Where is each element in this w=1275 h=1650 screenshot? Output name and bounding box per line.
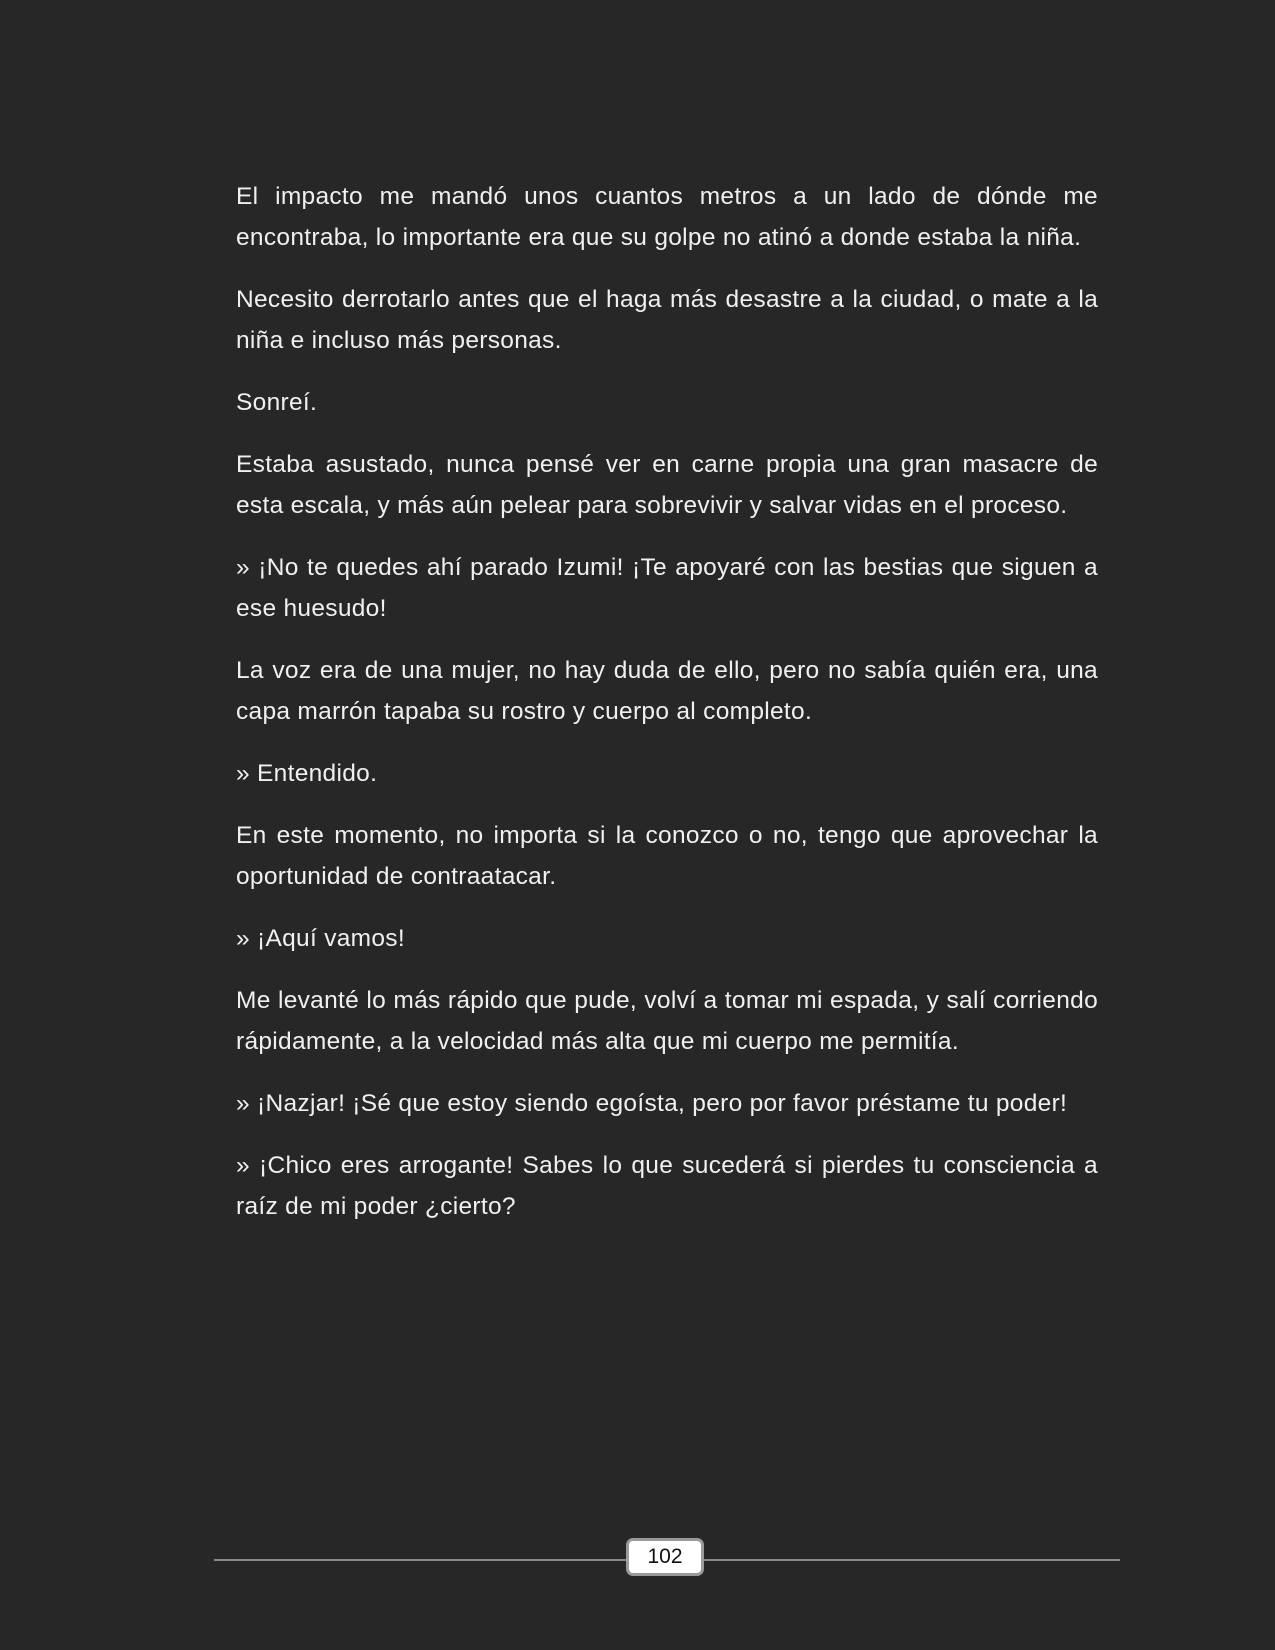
paragraph: Me levanté lo más rápido que pude, volví a tomar mi espada, y salí corriendo rápidamente, a la velocidad más alta que mi cuerpo me permitía. xyxy=(236,987,1098,1055)
paragraph: Sonreí. xyxy=(236,389,318,416)
dialogue-paragraph: » ¡Aquí vamos! xyxy=(236,925,405,952)
paragraph: Estaba asustado, nunca pensé ver en carne propia una gran masacre de esta escala, y más aún pelear para sobrevivir y salvar vidas en el proceso. xyxy=(236,451,1098,519)
dialogue-paragraph: » ¡Chico eres arrogante! Sabes lo que sucederá si pierdes tu consciencia a raíz de mi poder ¿cierto? xyxy=(236,1152,1098,1220)
paragraph: El impacto me mandó unos cuantos metros a un lado de dónde me encontraba, lo importante era que su golpe no atinó a donde estaba la niña. xyxy=(236,183,1098,251)
dialogue-paragraph: » ¡Nazjar! ¡Sé que estoy siendo egoísta, pero por favor préstame tu poder! xyxy=(236,1090,1068,1117)
dialogue-paragraph: » ¡No te quedes ahí parado Izumi! ¡Te apoyaré con las bestias que siguen a ese huesudo! xyxy=(236,554,1098,622)
page-footer xyxy=(214,1538,1120,1582)
dialogue-paragraph: » Entendido. xyxy=(236,760,378,787)
paragraph: Necesito derrotarlo antes que el haga más desastre a la ciudad, o mate a la niña e incluso más personas. xyxy=(236,286,1098,354)
paragraph: En este momento, no importa si la conozco o no, tengo que aprovechar la oportunidad de contraatacar. xyxy=(236,822,1098,890)
page-number: 102 xyxy=(626,1538,704,1576)
body-text xyxy=(236,176,1098,1248)
paragraph: La voz era de una mujer, no hay duda de ello, pero no sabía quién era, una capa marrón tapaba su rostro y cuerpo al completo. xyxy=(236,657,1098,725)
